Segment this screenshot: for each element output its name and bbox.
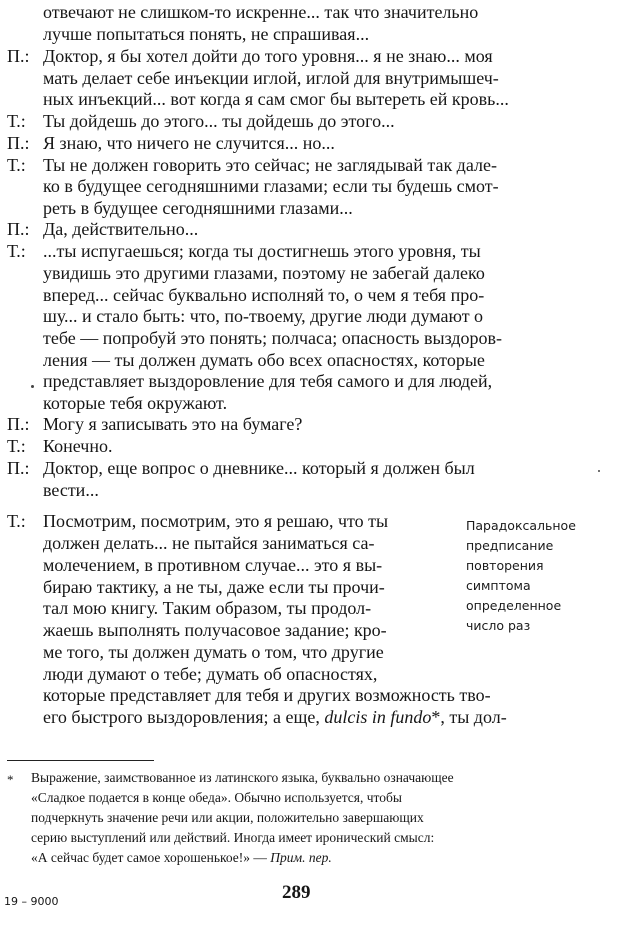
- text-line: Посмотрим, посмотрим, это я решаю, что ты: [43, 511, 389, 531]
- text-line: шу... и стало быть: что, по-твоему, другие люди думают о: [43, 306, 484, 326]
- text-line-with-latin: [43, 707, 507, 729]
- speaker-label: П.:: [7, 46, 30, 66]
- printer-signature: 19 – 9000: [4, 895, 59, 908]
- text-fragment: его быстрого выздоровления; а еще,: [43, 707, 325, 727]
- text-line: Ты дойдешь до этого... ты дойдешь до этого...: [43, 111, 395, 131]
- footnote-line-last: [31, 848, 332, 868]
- margin-note-line: предписание: [466, 538, 554, 553]
- text-line: которые тебя окружают.: [43, 393, 228, 413]
- text-line: жаешь выполнять получасовое задание; кро-: [43, 620, 387, 640]
- latin-phrase: dulcis in fundo: [324, 707, 432, 727]
- text-line: должен делать... не пытайся заниматься са-: [43, 533, 375, 553]
- footnote-line: «Сладкое подается в конце обеда». Обычно используется, чтобы: [31, 790, 402, 805]
- text-line: Конечно.: [43, 436, 113, 456]
- text-line: Доктор, я бы хотел дойти до того уровня... я не знаю... моя: [43, 46, 493, 66]
- margin-note-line: Парадоксальное: [466, 518, 576, 533]
- text-line: Да, действительно...: [43, 219, 199, 239]
- text-line: люди думают о тебе; думать об опасностях,: [43, 664, 378, 684]
- footnote-text: «А сейчас будет самое хорошенькое!» —: [31, 850, 271, 865]
- speck: [598, 470, 600, 472]
- text-line: вести...: [43, 480, 99, 500]
- footnote-marker: *: [7, 772, 14, 787]
- text-line: Доктор, еще вопрос о дневнике... который я должен был: [43, 458, 475, 478]
- text-line: лучше попытаться понять, не спрашивая...: [43, 24, 370, 44]
- footnote-attribution: Прим. пер.: [270, 850, 332, 865]
- text-line: реть в будущее сегодняшними глазами...: [43, 198, 353, 218]
- speaker-label: Т.:: [7, 436, 26, 456]
- text-line: ления — ты должен думать обо всех опасностях, которые: [43, 350, 485, 370]
- text-line: представляет выздоровление для тебя самого и для людей,: [43, 371, 493, 391]
- text-line: отвечают не слишком-то искренне... так что значительно: [43, 2, 479, 22]
- speaker-label: Т.:: [7, 111, 26, 131]
- text-line: ...ты испугаешься; когда ты достигнешь этого уровня, ты: [43, 241, 481, 261]
- text-line: Могу я записывать это на бумаге?: [43, 414, 303, 434]
- speaker-label: П.:: [7, 414, 30, 434]
- margin-note-line: число раз: [466, 618, 531, 633]
- text-line: бираю тактику, а не ты, даже если ты прочи-: [43, 577, 385, 597]
- speaker-label: П.:: [7, 219, 30, 239]
- text-line: молечением, в противном случае... это я вы-: [43, 555, 383, 575]
- margin-note-line: симптома: [466, 578, 531, 593]
- page-number: 289: [282, 882, 311, 903]
- text-line: ко в будущее сегодняшними глазами; если ты будешь смот-: [43, 176, 499, 196]
- text-line: ных инъекций... вот когда я сам смог бы вытереть ей кровь...: [43, 89, 509, 109]
- text-line: ме того, ты должен думать о том, что другие: [43, 642, 384, 662]
- text-line: тебе — попробуй это понять; полчаса; опасность выздоров-: [43, 328, 503, 348]
- speaker-label: Т.:: [7, 511, 26, 531]
- footnote-rule: [7, 760, 154, 761]
- speaker-label: Т.:: [7, 155, 26, 175]
- margin-note-line: повторения: [466, 558, 544, 573]
- speaker-label: Т.:: [7, 241, 26, 261]
- text-line: Ты не должен говорить это сейчас; не заглядывай так дале-: [43, 155, 497, 175]
- text-fragment: *, ты дол-: [431, 707, 507, 727]
- text-line: увидишь это другими глазами, поэтому не забегай далеко: [43, 263, 485, 283]
- margin-note-line: определенное: [466, 598, 562, 613]
- text-line: мать делает себе инъекции иглой, иглой для внутримышеч-: [43, 68, 499, 88]
- footnote-line: серию выступлений или действий. Иногда имеет иронический смысл:: [31, 830, 435, 845]
- margin-note: [466, 516, 616, 636]
- speck: [31, 385, 34, 388]
- text-line: тал мою книгу. Таким образом, ты продол-: [43, 598, 372, 618]
- speaker-label: П.:: [7, 458, 30, 478]
- text-line: вперед... сейчас буквально исполняй то, о чем я тебя про-: [43, 285, 485, 305]
- speaker-label: П.:: [7, 133, 30, 153]
- footnote-line: Выражение, заимствованное из латинского языка, буквально означающее: [31, 770, 454, 785]
- footnote-line: подчеркнуть значение речи или акции, положительно завершающих: [31, 810, 424, 825]
- text-line: которые представляет для тебя и других возможность тво-: [43, 685, 491, 705]
- text-line: Я знаю, что ничего не случится... но...: [43, 133, 335, 153]
